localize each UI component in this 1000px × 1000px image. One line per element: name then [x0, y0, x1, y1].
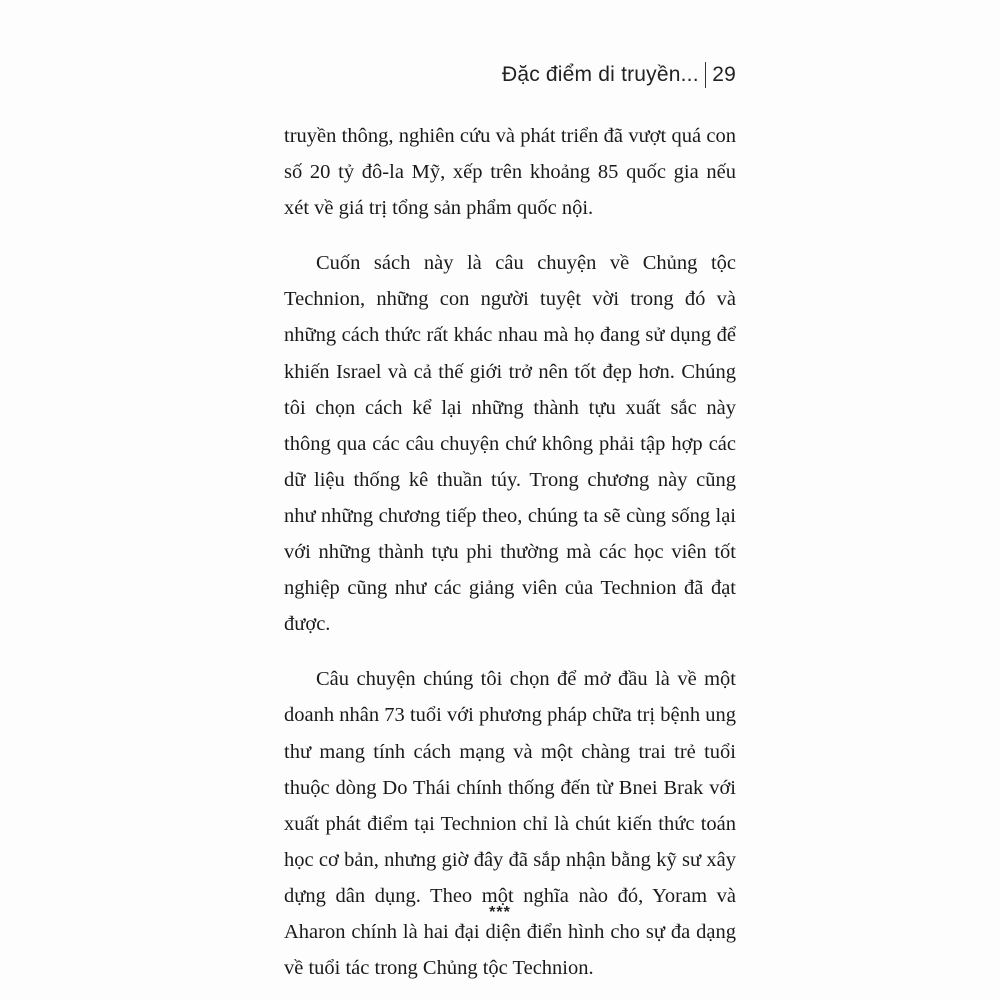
body-text	[284, 118, 736, 986]
paragraph: Cuốn sách này là câu chuyện về Chủng tộc Technion, những con người tuyệt vời trong đó và những cách thức rất khác nhau mà họ đang sử dụng để khiến Israel và cả thế giới trở nên tốt đẹp hơn. Chúng tôi chọn cách kể lại những thành tựu xuất sắc này thông qua các câu chuyện chứ không phải tập hợp các dữ liệu thống kê thuần túy. Trong chương này cũng như những chương tiếp theo, chúng ta sẽ cùng sống lại với những thành tựu phi thường mà các học viên tốt nghiệp cũng như các giảng viên của Technion đã đạt được.	[284, 252, 736, 636]
section-break: ***	[489, 904, 511, 921]
header-separator	[705, 62, 707, 88]
chapter-title: Đặc điểm di truyền...	[501, 63, 699, 86]
running-head	[502, 62, 736, 88]
paragraph: Câu chuyện chúng tôi chọn để mở đầu là về một doanh nhân 73 tuổi với phương pháp chữa trị bệnh ung thư mang tính cách mạng và một chàng trai trẻ tuổi thuộc dòng Do Thái chính thống đến từ Bnei Brak với xuất phát điểm tại Technion chỉ là chút kiến thức toán học cơ bản, nhưng giờ đây đã sắp nhận bằng kỹ sư xây dựng dân dụng. Theo một nghĩa nào đó, Yoram và Aharon chính là hai đại diện điển hình cho sự đa dạng về tuổi tác trong Chủng tộc Technion.	[284, 668, 736, 980]
page-number: 29	[712, 63, 736, 86]
paragraph-continued: truyền thông, nghiên cứu và phát triển đã vượt quá con số 20 tỷ đô-la Mỹ, xếp trên khoảng 85 quốc gia nếu xét về giá trị tổng sản phẩm quốc nội.	[284, 125, 736, 220]
